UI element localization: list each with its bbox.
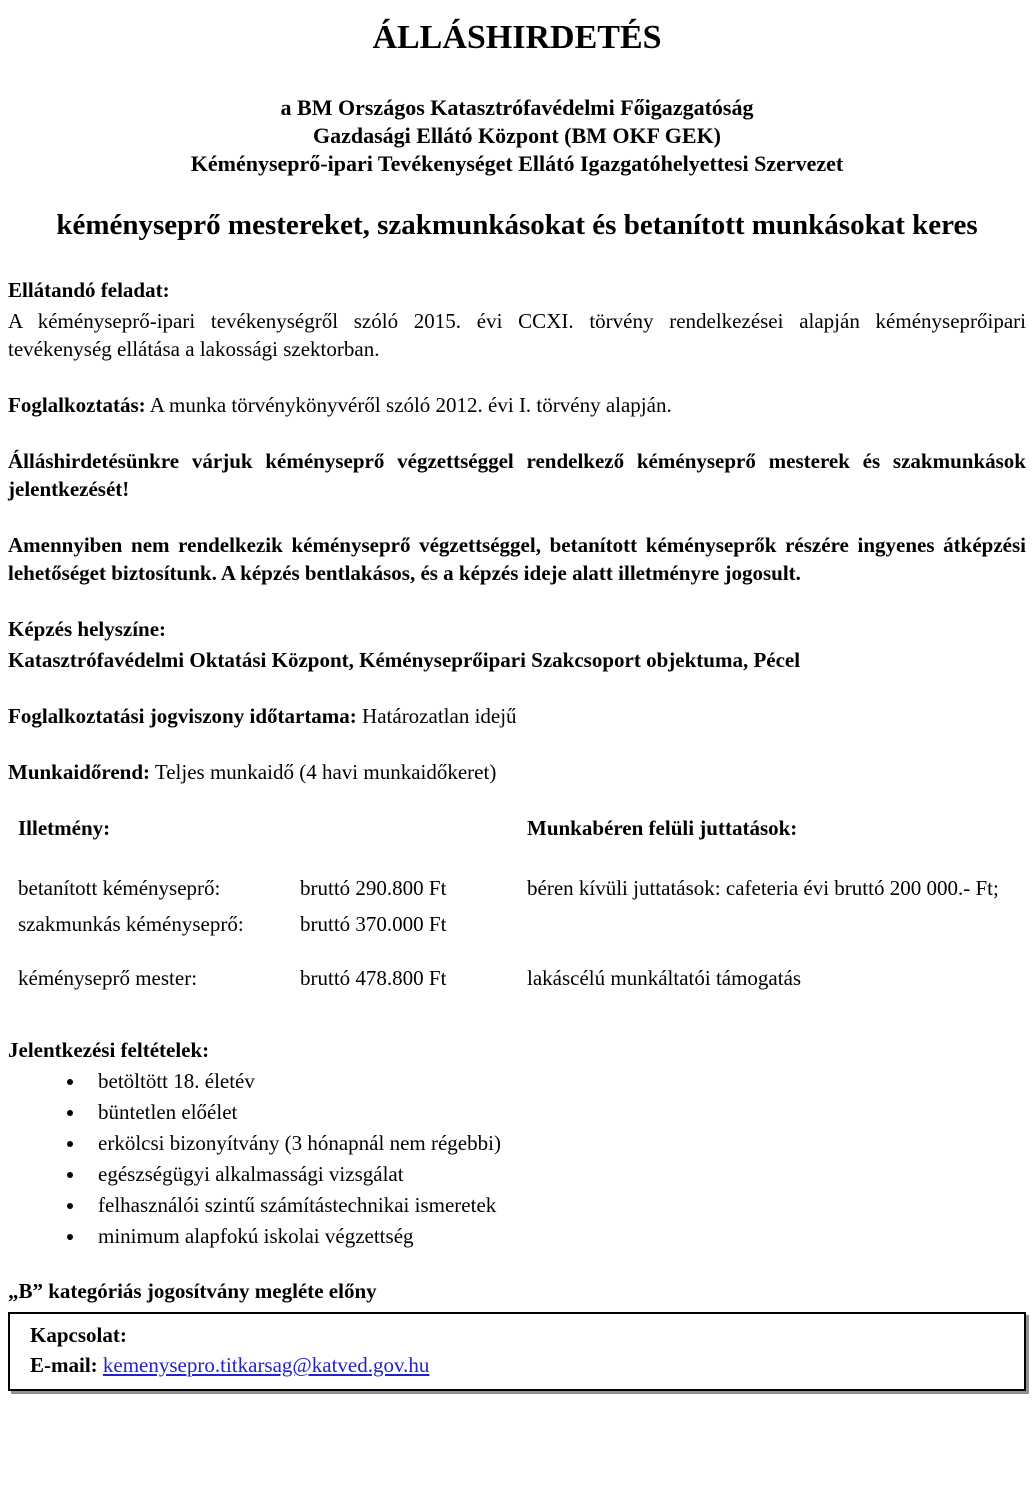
salary-table-header [18,814,1026,842]
employment-body: A munka törvénykönyvéről szóló 2012. évi I. törvény alapján. [149,393,672,417]
invite-paragraph: Álláshirdetésünkre várjuk kéményseprő végzettséggel rendelkező kéményseprő mesterek és szakmunkások jelentkezését! [8,449,1026,501]
salary-amount: bruttó 370.000 Ft [300,912,447,936]
salary-amount: bruttó 478.800 Ft [300,966,447,990]
requirement-item: • minimum alapfokú iskolai végzettség [86,1222,1026,1251]
schedule-line [8,758,1026,786]
salary-position: szakmunkás kéményseprő: [18,912,244,936]
requirement-item: • egészségügyi alkalmassági vizsgálat [86,1160,1026,1189]
schedule-body: Teljes munkaidő (4 havi munkaidőkeret) [154,760,497,784]
email-link[interactable]: kemenysepro.titkarsag@katved.gov.hu [102,1353,430,1377]
requirement-item: • erkölcsi bizonyítvány (3 hónapnál nem régebbi) [86,1129,1026,1158]
salary-amount: bruttó 290.800 Ft [300,876,447,900]
organization-block [8,94,1026,178]
training-location-label: Képzés helyszíne: [8,617,167,641]
requirement-item: • felhasználói szintű számítástechnikai ismeretek [86,1191,1026,1220]
salary-row [18,910,1026,938]
headline: kéményseprő mestereket, szakmunkásokat és betanított munkásokat keres [56,209,978,241]
salary-position: betanított kéményseprő: [18,876,221,900]
retraining-paragraph: Amennyiben nem rendelkezik kéményseprő végzettséggel, betanított kéményseprők részére ingyenes átképzési lehetőséget biztosítunk. A képzés bentlakásos, és a képzés ideje alatt illetményre jogosult. [8,533,1026,585]
salary-row [18,964,1026,992]
requirement-item: • betöltött 18. életév [86,1067,1026,1096]
org-line-1: a BM Országos Katasztrófavédelmi Főigazgatóság [280,95,754,120]
salary-left-header: Illetmény: [18,816,111,840]
salary-benefit [527,910,1026,938]
page-title: ÁLLÁSHIRDETÉS [372,19,662,56]
contact-label: Kapcsolat: [30,1323,127,1347]
duration-body: Határozatlan idejű [362,704,517,728]
employment-line [8,391,1026,419]
salary-position: kéményseprő mester: [18,966,198,990]
requirements-label: Jelentkezési feltételek: [8,1038,210,1062]
email-label: E-mail: [30,1353,98,1377]
org-line-3: Kéményseprő-ipari Tevékenységet Ellátó Igazgatóhelyettesi Szervezet [190,151,844,176]
contact-box [8,1312,1026,1391]
training-location-body: Katasztrófavédelmi Oktatási Központ, Kéményseprőipari Szakcsoport objektuma, Pécel [8,648,801,672]
license-bonus-line: „B” kategóriás jogosítvány megléte előny [8,1279,377,1303]
requirements-list [8,1067,1026,1251]
requirement-item: • büntetlen előélet [86,1098,1026,1127]
salary-table [8,814,1026,992]
job-advertisement-document [8,18,1026,1391]
org-line-2: Gazdasági Ellátó Központ (BM OKF GEK) [312,123,722,148]
salary-benefit: lakáscélú munkáltatói támogatás [527,966,802,990]
duration-line [8,702,1026,730]
task-body: A kéményseprő-ipari tevékenységről szóló 2015. évi CCXI. törvény rendelkezései alapján kéményseprőipari tevékenység ellátása a lakossági szektorban. [8,309,1026,361]
schedule-label: Munkaidőrend: [8,760,150,784]
task-label: Ellátandó feladat: [8,278,170,302]
salary-row [18,874,1026,902]
salary-benefit: béren kívüli juttatások: cafeteria évi bruttó 200 000.- Ft; [527,876,999,900]
contact-email-line [30,1350,1004,1380]
salary-right-header: Munkabéren felüli juttatások: [527,816,798,840]
duration-label: Foglalkoztatási jogviszony időtartama: [8,704,357,728]
employment-label: Foglalkoztatás: [8,393,146,417]
